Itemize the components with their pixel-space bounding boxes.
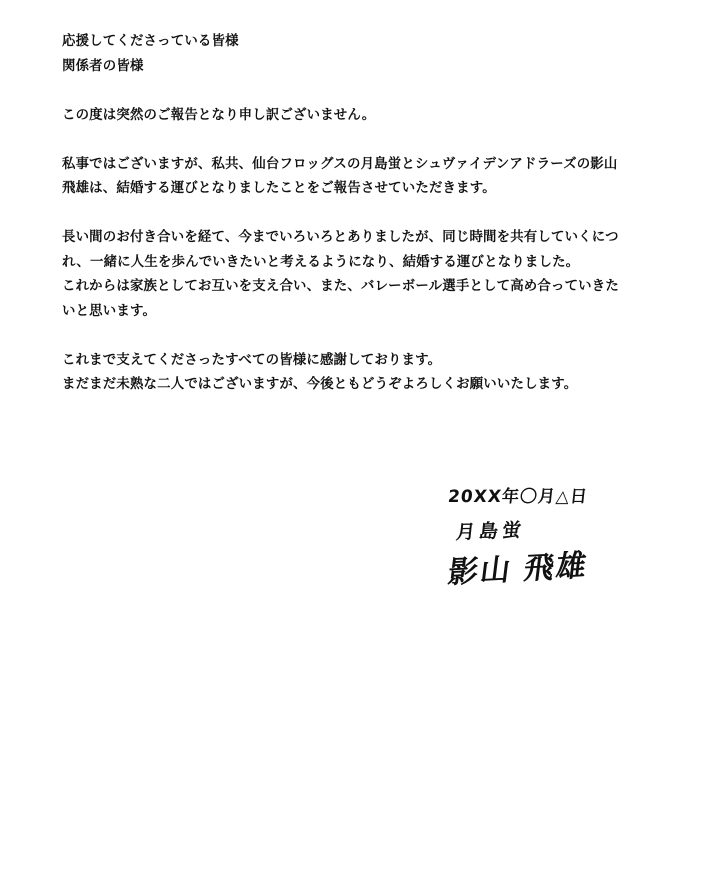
announcement-line: 飛雄は、結婚する運びとなりましたことをご報告させていただきます。 (62, 181, 496, 196)
closing-paragraph (62, 349, 662, 398)
body-line: いと思います。 (62, 303, 157, 319)
signature-block (448, 482, 668, 590)
closing-line: これまで支えてくださったすべての皆様に感謝しております。 (62, 352, 442, 368)
apology-line: この度は突然のご報告となり申し訳ございません。 (62, 107, 376, 123)
signature-family-name: 影山 (446, 552, 515, 591)
closing-line: まだまだ未熟な二人ではございますが、今後ともどうぞよろしくお願いいたします。 (62, 377, 578, 392)
announcement-line: 私事ではございますが、私共、仙台フロッグスの月島蛍とシュヴァイデンアドラーズの影山 (62, 156, 618, 172)
body-paragraph (62, 226, 662, 324)
salutation (62, 30, 662, 79)
body-line: これからは家族としてお互いを支え合い、また、バレーボール選手として高め合っていきた (62, 279, 619, 294)
letter-body (62, 30, 662, 398)
signature-given-name: 飛雄 (521, 548, 591, 587)
salutation-line: 関係者の皆様 (62, 58, 144, 74)
apology-paragraph (62, 104, 662, 129)
signature-date: 20XX年〇月△日 (446, 487, 590, 507)
signature-name-tsukishima: 月島蛍 (454, 519, 527, 544)
salutation-line: 応援してくださっている皆様 (62, 34, 239, 49)
announcement-paragraph (62, 153, 662, 202)
body-line: れ、一緒に人生を歩んでいきたいと考えるようになり、結婚する運びとなりました。 (62, 254, 580, 270)
body-line: 長い間のお付き合いを経て、今までいろいろとありましたが、同じ時間を共有していくにつ (62, 230, 619, 245)
